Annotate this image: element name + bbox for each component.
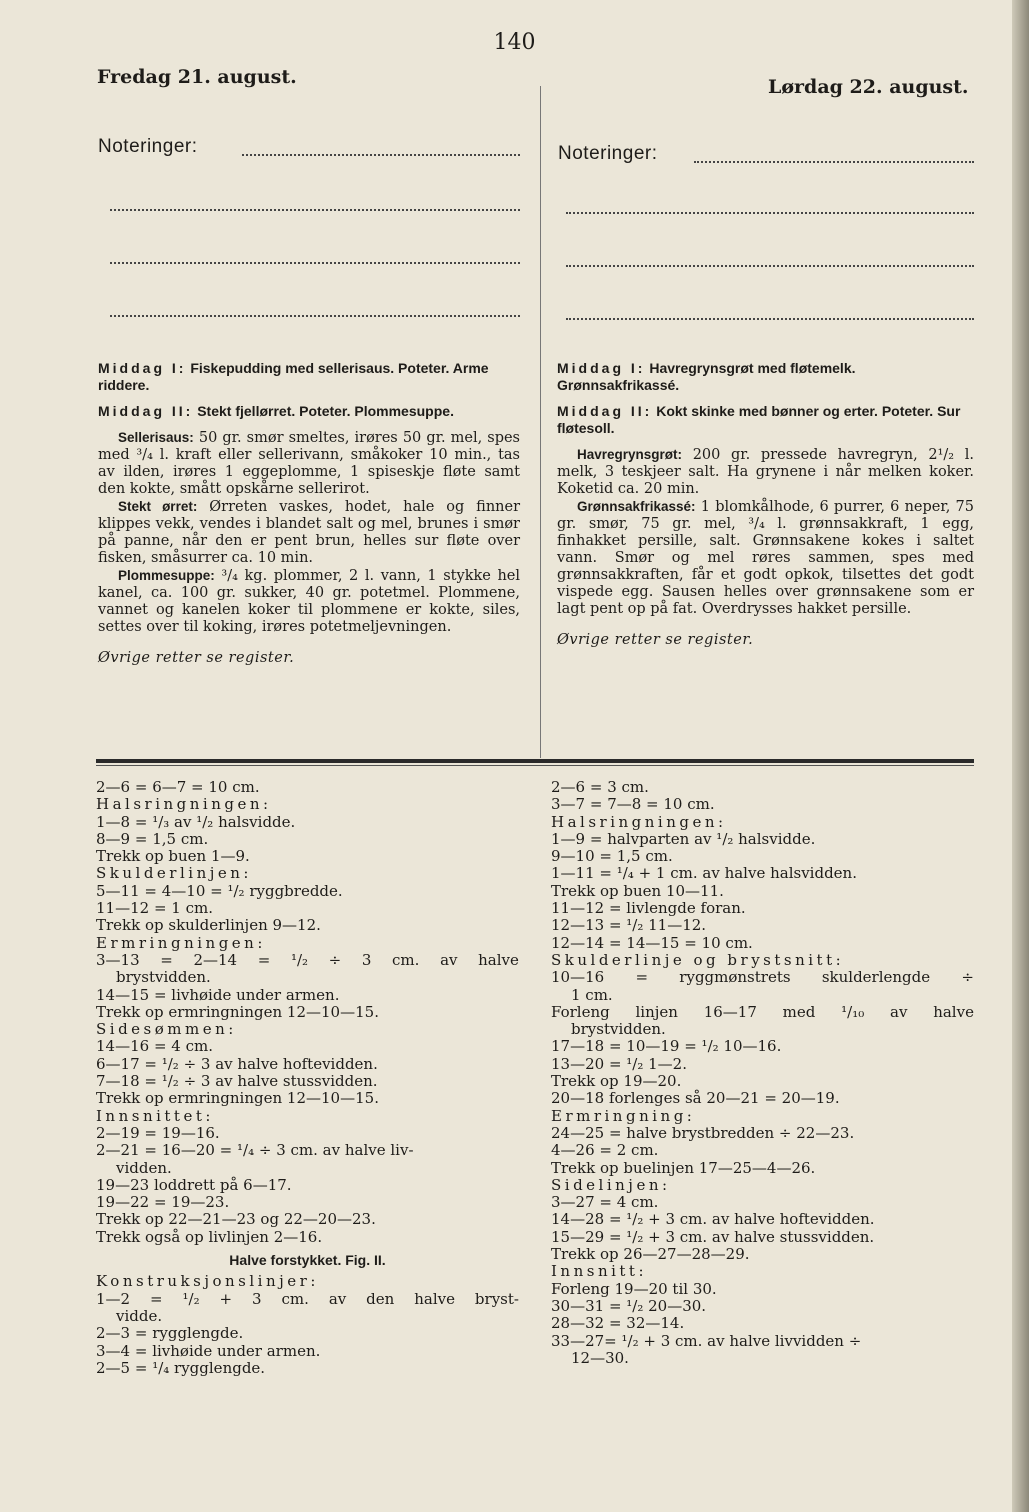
- pattern-line: 1—8 = ¹/₃ av ¹/₂ halsvidde.: [96, 812, 296, 831]
- pattern-word: Forleng: [551, 1002, 610, 1021]
- recipe-plommesuppe: Plommesuppe: ³/₄ kg. plommer, 2 l. vann, 1 stykke hel kanel, ca. 100 gr. sukker, 40 gr. potetmel. Plommene, vannet og kanelen koker til plommene er kokte, siles, settes over til koking, irøres potetmeljevningen.: [98, 568, 521, 635]
- pattern-line: Sidelinjen:: [551, 1175, 671, 1194]
- menu-right: [557, 360, 974, 649]
- pattern-line: 15—29 = ¹/₂ + 3 cm. av halve stussvidden.: [551, 1227, 875, 1246]
- pattern-line: Skulderlinje og brystsnitt:: [551, 950, 845, 969]
- pattern-word: =: [635, 968, 649, 987]
- pattern-line: brystvidden.: [116, 968, 211, 987]
- pattern-line: 1—11 = ¹/₄ + 1 cm. av halve halsvidden.: [551, 864, 857, 883]
- pattern-instructions-right: [551, 779, 974, 1367]
- pattern-line: [96, 1291, 519, 1308]
- notes-dotline: [242, 148, 520, 156]
- pattern-word: av: [890, 1002, 908, 1021]
- page-edge: [1012, 0, 1029, 1512]
- menu-dinner-2: Middag II: Kokt skinke med bønner og erter. Poteter. Sur fløtesoll.: [557, 403, 961, 436]
- pattern-line: 8—9 = 1,5 cm.: [96, 829, 209, 848]
- notes-label-right: Noteringer:: [558, 143, 658, 164]
- pattern-line: Trekk op 22—21—23 og 22—20—23.: [96, 1210, 376, 1229]
- pattern-word: cm.: [281, 1289, 309, 1308]
- pattern-line: [96, 952, 519, 969]
- notes-dotline: [110, 203, 520, 211]
- pattern-line: 14—16 = 4 cm.: [96, 1037, 213, 1056]
- pattern-line: Innsnitt:: [551, 1262, 648, 1281]
- pattern-word: halve: [933, 1002, 974, 1021]
- recipe-havregrynsgrot: Havregrynsgrøt: 200 gr. pressede havregryn, 2¹/₂ l. melk, 3 teskjeer salt. Ha grynene i når melken koker. Koketid ca. 20 min.: [557, 447, 974, 497]
- pattern-word: 3—13: [96, 950, 140, 969]
- pattern-line: 19—22 = 19—23.: [96, 1193, 230, 1212]
- pattern-line: 2—19 = 19—16.: [96, 1123, 220, 1142]
- pattern-line: 3—7 = 7—8 = 10 cm.: [551, 795, 715, 814]
- pattern-line: Trekk op buelinjen 17—25—4—26.: [551, 1158, 816, 1177]
- pattern-instructions-left: [96, 779, 519, 1377]
- pattern-word: 16—17: [703, 1002, 757, 1021]
- menu-dinner-1: Middag I: Havregrynsgrøt med fløtemelk. Grønnsakfrikassé.: [557, 360, 856, 393]
- pattern-line: 9—10 = 1,5 cm.: [551, 847, 673, 866]
- pattern-word: +: [219, 1289, 233, 1308]
- pattern-line: 12—14 = 14—15 = 10 cm.: [551, 933, 753, 952]
- recipe-sellerisaus: Sellerisaus: 50 gr. smør smeltes, irøres 50 gr. mel, spes med ³/₄ l. kraft eller sellerivann, småkoker 10 min., tas av ilden, irøres 1 eggeplomme, 1 spiseskje fløte samt den kokte, smått opskårne sellerirot.: [98, 430, 520, 497]
- pattern-line: Innsnittet:: [96, 1106, 214, 1125]
- pattern-line: 3—27 = 4 cm.: [551, 1193, 659, 1212]
- pattern-word: 2—14: [193, 950, 238, 969]
- pattern-line: 24—25 = halve brystbredden ÷ 22—23.: [551, 1123, 855, 1142]
- pattern-word: 3: [361, 950, 372, 969]
- column-divider: [540, 86, 541, 758]
- pattern-line: Ermringningen:: [96, 933, 266, 952]
- notes-dotline: [566, 259, 974, 267]
- pattern-line: 5—11 = 4—10 = ¹/₂ ryggbredde.: [96, 881, 343, 900]
- pattern-line: Trekk op 19—20.: [551, 1072, 682, 1091]
- pattern-line: [551, 1004, 974, 1021]
- pattern-word: 10—16: [551, 968, 605, 987]
- pattern-line: 28—32 = 32—14.: [551, 1314, 685, 1333]
- pattern-line: Halsringningen:: [96, 795, 272, 814]
- pattern-word: ÷: [961, 968, 974, 987]
- pattern-line: 33—27= ¹/₂ + 3 cm. av halve livvidden ÷: [551, 1331, 862, 1350]
- pattern-line: Trekk op skulderlinjen 9—12.: [96, 916, 321, 935]
- recipe-list: [98, 429, 520, 636]
- pattern-word: ÷: [328, 950, 342, 969]
- recipe-list: [557, 446, 974, 618]
- pattern-line: 12—30.: [571, 1348, 629, 1367]
- pattern-word: skulderlengde: [821, 968, 931, 987]
- pattern-word: halve: [414, 1289, 455, 1308]
- day-title-friday: Fredag 21. august.: [97, 66, 297, 88]
- section-separator: [96, 759, 974, 763]
- pattern-word: den: [366, 1289, 395, 1308]
- pattern-word: 1—2: [96, 1289, 131, 1308]
- pattern-line: vidden.: [116, 1158, 172, 1177]
- pattern-line: Trekk op buen 10—11.: [551, 881, 724, 900]
- pattern-line: Konstruksjonslinjer:: [96, 1272, 319, 1291]
- notes-dotline: [566, 206, 974, 214]
- pattern-line: 1 cm.: [571, 985, 613, 1004]
- pattern-line: 11—12 = 1 cm.: [96, 899, 213, 918]
- pattern-line: 2—3 = rygglengde.: [96, 1324, 244, 1343]
- pattern-line: Trekk op ermringningen 12—10—15.: [96, 1089, 379, 1108]
- pattern-word: ¹/₂: [290, 950, 309, 969]
- pattern-line: brystvidden.: [571, 1020, 666, 1039]
- pattern-line: 2—6 = 6—7 = 10 cm.: [96, 778, 260, 796]
- pattern-line: Sidesømmen:: [96, 1020, 237, 1039]
- pattern-word: ¹/₁₀: [841, 1002, 865, 1021]
- pattern-line: 2—6 = 3 cm.: [551, 778, 649, 796]
- other-dishes-note: Øvrige retter se register.: [98, 650, 295, 666]
- menu-dinner-1: Middag I: Fiskepudding med sellerisaus. Poteter. Arme riddere.: [98, 360, 489, 393]
- section-separator: [96, 765, 974, 766]
- pattern-word: =: [150, 1289, 163, 1308]
- pattern-line: 14—28 = ¹/₂ + 3 cm. av halve hoftevidden.: [551, 1210, 875, 1229]
- pattern-line: Halsringningen:: [551, 812, 727, 831]
- pattern-line: 30—31 = ¹/₂ 20—30.: [551, 1296, 707, 1315]
- menu-left: [98, 360, 520, 667]
- pattern-line: Trekk op 26—27—28—29.: [551, 1245, 750, 1264]
- pattern-word: halve: [478, 950, 519, 969]
- notes-dotline: [566, 312, 974, 320]
- pattern-line: 6—17 = ¹/₂ ÷ 3 av halve hoftevidden.: [96, 1054, 378, 1073]
- pattern-line: Trekk op ermringningen 12—10—15.: [96, 1002, 379, 1021]
- pattern-line: 1—9 = halvparten av ¹/₂ halsvidde.: [551, 829, 816, 848]
- pattern-line: 14—15 = livhøide under armen.: [96, 985, 340, 1004]
- pattern-word: ¹/₂: [182, 1289, 200, 1308]
- other-dishes-note: Øvrige retter se register.: [557, 632, 754, 648]
- pattern-word: ryggmønstrets: [679, 968, 791, 987]
- pattern-line: 20—18 forlenges så 20—21 = 20—19.: [551, 1089, 840, 1108]
- notes-dotline: [694, 155, 974, 163]
- pattern-line: 3—4 = livhøide under armen.: [96, 1341, 321, 1360]
- menu-dinner-2: Middag II: Stekt fjellørret. Poteter. Plommesuppe.: [98, 403, 454, 419]
- pattern-word: av: [328, 1289, 347, 1308]
- recipe-gronnsakfrikasse: Grønnsakfrikassé: 1 blomkålhode, 6 purrer, 6 neper, 75 gr. smør, 75 gr. mel, ³/₄ l. grønnsakkraft, 1 egg, finhakket persille, salt. Grønnsakene kokes i saltet vann. Smør og mel røres sammen, spes med grønnsakkraften, får et godt opkok, tilsettes det godt vispede egg. Sausen helles over grønnsakene som er lagt pent op på fat. Overdrysses hakket persille.: [557, 499, 974, 617]
- pattern-line: 17—18 = 10—19 = ¹/₂ 10—16.: [551, 1037, 782, 1056]
- pattern-line: 2—5 = ¹/₄ rygglengde.: [96, 1358, 266, 1377]
- pattern-word: av: [440, 950, 458, 969]
- recipe-stekt-orret: Stekt ørret: Ørreten vaskes, hodet, hale og finner klippes vekk, vendes i blandet salt og mel, brunes i smør på panne, når den er pent brun, helles sur fløte over fisken, småsurrer ca. 10 min.: [98, 499, 521, 566]
- pattern-line: Trekk op buen 1—9.: [96, 847, 250, 866]
- pattern-word: =: [160, 950, 173, 969]
- pattern-line: Forleng 19—20 til 30.: [551, 1279, 717, 1298]
- notes-dotline: [110, 256, 520, 264]
- notes-label-left: Noteringer:: [98, 136, 198, 157]
- pattern-line: Trekk også op livlinjen 2—16.: [96, 1227, 323, 1246]
- pattern-line: [551, 969, 974, 986]
- pattern-line: 11—12 = livlengde foran.: [551, 899, 746, 918]
- pattern-word: cm.: [392, 950, 420, 969]
- pattern-word: linjen: [635, 1002, 678, 1021]
- pattern-line: Ermringning:: [551, 1106, 696, 1125]
- pattern-line: 7—18 = ¹/₂ ÷ 3 av halve stussvidden.: [96, 1072, 378, 1091]
- page-number: 140: [493, 30, 536, 55]
- pattern-line: Skulderlinjen:: [96, 864, 252, 883]
- pattern-line: 12—13 = ¹/₂ 11—12.: [551, 916, 707, 935]
- pattern-line: 13—20 = ¹/₂ 1—2.: [551, 1054, 687, 1073]
- pattern-line: 19—23 loddrett på 6—17.: [96, 1175, 292, 1194]
- pattern-word: =: [257, 950, 271, 969]
- pattern-word: 3: [252, 1289, 262, 1308]
- pattern-word: med: [782, 1002, 816, 1021]
- pattern-word: bryst-: [474, 1289, 519, 1308]
- notes-dotline: [110, 309, 520, 317]
- pattern-line: 4—26 = 2 cm.: [551, 1141, 659, 1160]
- day-title-saturday: Lørdag 22. august.: [768, 76, 969, 98]
- pattern-line: 2—21 = 16—20 = ¹/₄ ÷ 3 cm. av halve liv-: [96, 1141, 414, 1160]
- pattern-line: vidde.: [116, 1306, 163, 1325]
- pattern-line: Halve forstykket. Fig. II.: [229, 1252, 386, 1269]
